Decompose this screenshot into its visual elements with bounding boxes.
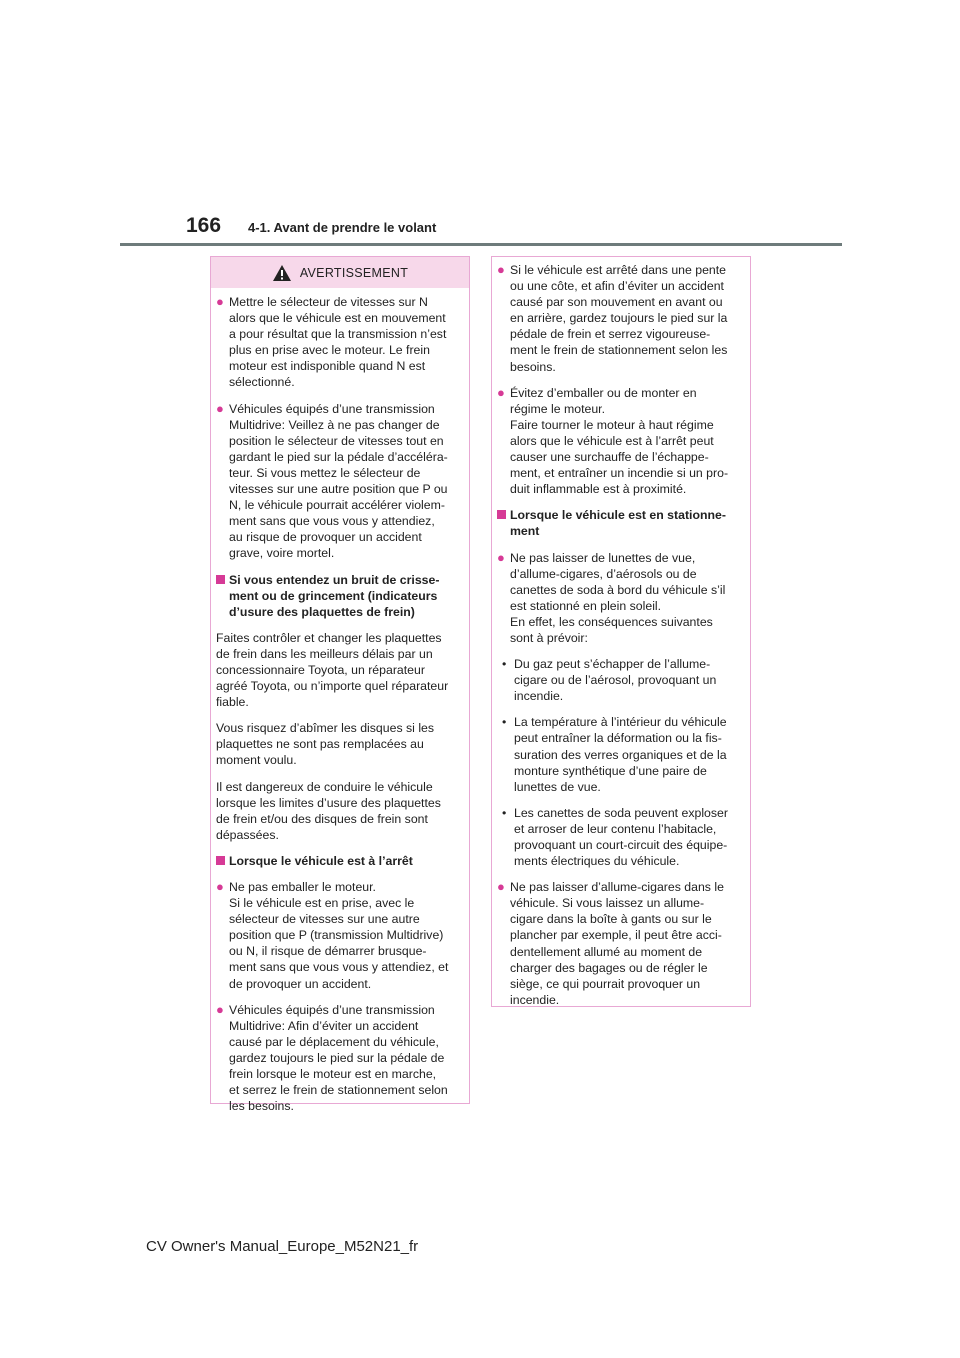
bullet-dot-icon: ● — [216, 400, 224, 416]
item-text: Véhicules équipés d’une transmission Multidrive: Afin d’éviter un accident causé par le déplacement du véhicule, gardez toujours le pied sur la pédale de frein lorsque le moteur est en marche, et serrez le frein de stationnement selon les besoins. — [229, 1002, 448, 1114]
warning-box-right — [491, 256, 751, 1007]
square-bullet-icon — [216, 572, 229, 620]
dash-item — [497, 656, 740, 704]
item-text: Véhicules équipés d’une transmission Multidrive: Veillez à ne pas changer de position le sélecteur de vitesses tout en gardant le pied sur la pédale d’accéléra- teur. Si vous mettez le sélecteur de vitesses sur une autre position que P ou N, le véhicule pourrait accélérer violem- ment sans que vous vous y attendiez, au risque de provoquer un accident grave, voire mortel. — [229, 401, 448, 561]
bullet-item — [216, 879, 459, 992]
item-text: Lorsque le véhicule est à l’arrêt — [229, 853, 413, 868]
warning-triangle-icon — [272, 264, 292, 282]
bullet-item — [497, 385, 740, 498]
bullet-dot-icon: ● — [497, 549, 505, 565]
square-bullet-icon — [497, 507, 510, 539]
bullet-dot-icon: ● — [216, 294, 224, 309]
paragraph: Il est dangereux de conduire le véhicule lorsque les limites d’usure des plaquettes de frein et/ou des disques de frein sont dépassées. — [216, 779, 441, 842]
dash-bullet-icon: • — [502, 715, 507, 730]
warning-content-left — [211, 288, 469, 1114]
item-text: Si vous entendez un bruit de crisse- ment ou de grincement (indicateurs d’usure des plaquettes de frein) — [229, 572, 440, 619]
page-number: 166 — [186, 214, 222, 237]
item-text: Mettre le sélecteur de vitesses sur N alors que le véhicule est en mouvement a pour résultat que la transmission n’est plus en prise avec le moteur. Le frein moteur est indisponible quand N est sélectionné. — [229, 295, 447, 390]
bullet-dot-icon: ● — [497, 384, 505, 400]
sub-heading — [216, 853, 459, 869]
bullet-dot-icon: ● — [216, 1001, 224, 1017]
dash-bullet-icon: • — [502, 805, 507, 820]
square-bullet-icon — [216, 853, 229, 869]
warning-box-left — [210, 256, 470, 1114]
bullet-item — [497, 550, 740, 647]
bullet-item — [497, 879, 740, 1008]
dash-bullet-icon: • — [502, 657, 507, 672]
item-text: Si le véhicule est arrêté dans une pente ou une côte, et afin d’éviter un accident causé par son mouvement en avant ou en arrière, gardez toujours le pied sur la pédale de frein et serrez vigoureuse- ment le frein de stationnement selon les besoins. — [510, 263, 728, 374]
item-text: Ne pas emballer le moteur. Si le véhicule est en prise, avec le sélecteur de vitesses sur une autre position que P (transmission Multidrive) ou N, il risque de démarrer brusque- ment sans que vous vous y attendiez, et de provoquer un accident. — [229, 880, 449, 991]
bullet-item — [216, 1002, 459, 1115]
footer-manual-id: CV Owner's Manual_Europe_M52N21_fr — [146, 1238, 419, 1255]
bullet-item — [216, 294, 459, 391]
warning-header — [211, 257, 469, 288]
paragraph: Faites contrôler et changer les plaquettes de frein dans les meilleurs délais par un concessionnaire Toyota, un réparateur agréé Toyota, ou n’importe quel réparateur fiable. — [216, 630, 449, 710]
item-text: Ne pas laisser d’allume-cigares dans le véhicule. Si vous laissez un allume- cigare dans la boîte à gants ou sur le plancher par exemple, il peut être acci- dentellement allumé au moment de charger des bagages ou de régler le siège, ce qui pourrait provoquer un incendie. — [510, 880, 724, 1007]
warning-content-right — [492, 257, 750, 1008]
item-text: Ne pas laisser de lunettes de vue, d’allume-cigares, d’aérosols ou de canettes de soda à bord du véhicule s’il est stationné en plein soleil. En effet, les conséquences suivantes sont à prévoir: — [510, 550, 726, 645]
dash-item — [497, 714, 740, 794]
dash-item — [497, 805, 740, 869]
bullet-dot-icon: ● — [497, 262, 505, 277]
paragraph: Vous risquez d’abîmer les disques si les plaquettes ne sont pas remplacées au moment voulu. — [216, 721, 435, 768]
bullet-item — [216, 401, 459, 562]
bullet-dot-icon: ● — [497, 879, 505, 895]
item-text: Évitez d’emballer ou de monter en régime le moteur. Faire tourner le moteur à haut régime alors que le véhicule est à l’arrêt peut causer une surchauffe de l’échappe- ment, et entraîner un incendie si un pro- duit inflammable est à proximité. — [510, 385, 729, 497]
warning-title: AVERTISSEMENT — [299, 265, 409, 280]
sub-heading — [216, 572, 459, 620]
section-title: 4-1. Avant de prendre le volant — [248, 220, 437, 235]
bullet-item — [497, 262, 740, 375]
item-text: Les canettes de soda peuvent exploser et arroser de leur contenu l’habitacle, provoquant un court-circuit des équipe- ments électriques du véhicule. — [514, 805, 728, 869]
item-text: La température à l’intérieur du véhicule peut entraîner la déformation ou la fis- suration des verres organiques et de la monture synthétique d’une paire de lunettes de vue. — [514, 715, 727, 794]
item-text: Du gaz peut s’échapper de l’allume- cigare ou de l’aérosol, provoquant un incendie. — [514, 657, 717, 704]
item-text: Lorsque le véhicule est en stationne- ment — [510, 508, 726, 539]
header-rule — [120, 243, 842, 246]
sub-heading — [497, 507, 740, 539]
bullet-dot-icon: ● — [216, 879, 224, 894]
